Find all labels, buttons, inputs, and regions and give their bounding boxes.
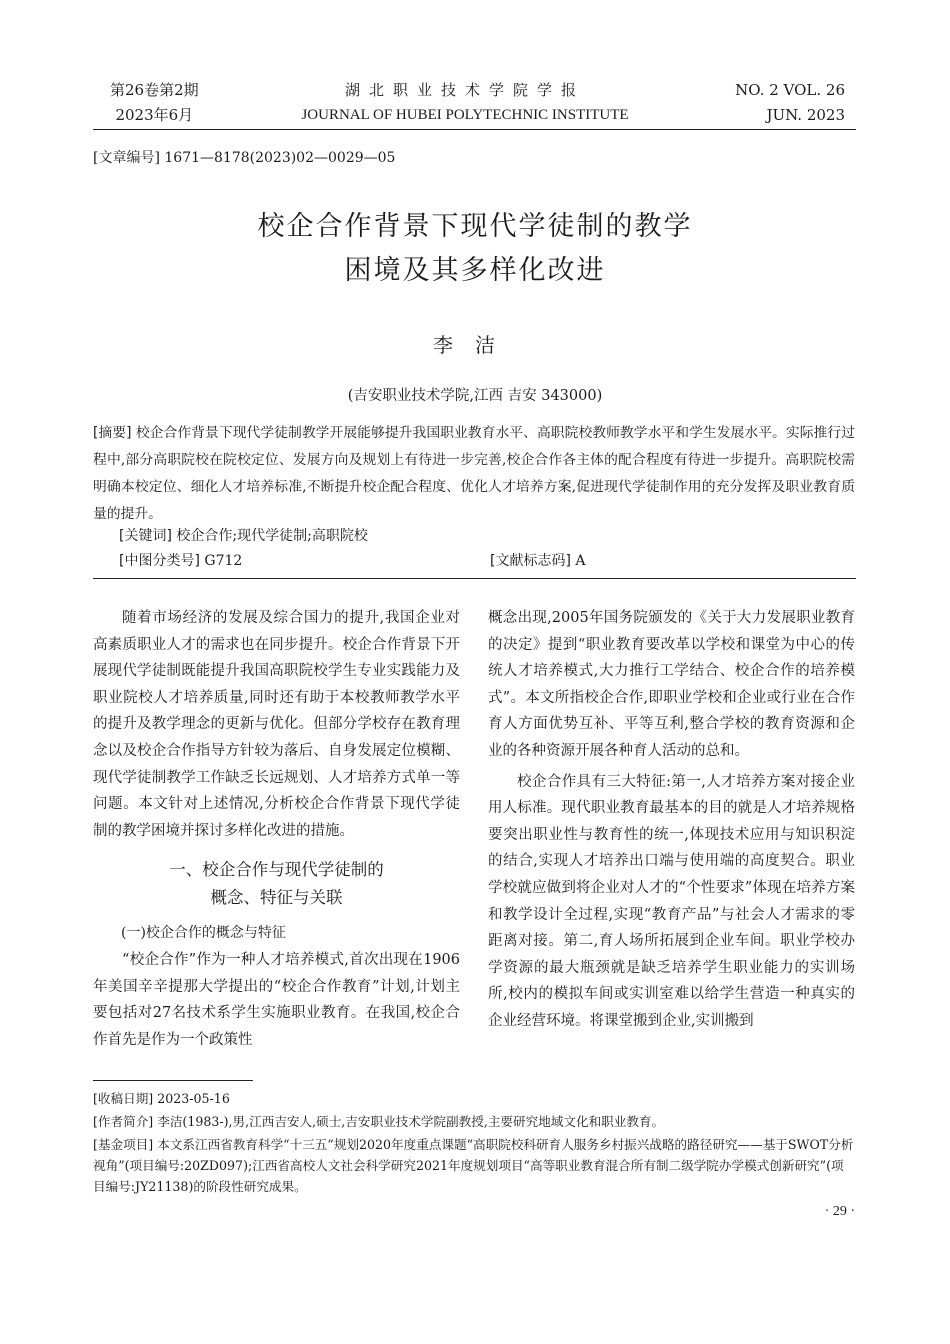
fund-label: [基金项目] — [93, 1137, 154, 1152]
abstract-label: [摘要] — [93, 425, 132, 441]
publication-date-en: JUN. 2023 — [766, 106, 845, 124]
footnote-funding — [93, 1134, 855, 1197]
received-date: 2023-05-16 — [157, 1091, 230, 1106]
body-right-column — [488, 605, 855, 1035]
publication-date-cn: 2023年6月 — [115, 106, 194, 124]
section-heading-line: 一、校企合作与现代学徒制的 — [169, 860, 384, 880]
footnote-author-bio — [93, 1111, 855, 1132]
header-journal-block — [250, 78, 680, 128]
journal-name-en: JOURNAL OF HUBEI POLYTECHNIC INSTITUTE — [301, 107, 629, 123]
author-affiliation: (吉安职业技术学院,江西 吉安 343000) — [347, 388, 603, 404]
classification-label: [中图分类号] — [119, 553, 200, 569]
section-heading-line: 概念、特征与关联 — [210, 888, 343, 908]
abstract-text: 校企合作背景下现代学徒制教学开展能够提升我国职业教育水平、高职院校教师教学水平和学生发展水平。实际推行过程中,部分高职院校在院校定位、发展方向及规划上有待进一步完善,校企合作各主体的配合程度有待进一步提升。高职院校需明确本校定位、细化人才培养标准,不断提升校企配合程度、优化人才培养方案,促进现代学徒制作用的充分发挥及职业教育质量的提升。 — [93, 425, 856, 522]
article-title — [0, 205, 950, 293]
classification — [119, 550, 242, 570]
author-name: 李洁 — [433, 333, 517, 357]
classification-value: G712 — [204, 553, 243, 569]
header-rule — [93, 129, 856, 130]
document-code-label: [文献标志码] — [490, 553, 571, 569]
section-heading-1 — [93, 856, 460, 912]
keywords-label: [关键词] — [119, 528, 172, 544]
document-code — [490, 550, 586, 570]
volume-issue: 第26卷第2期 — [110, 81, 199, 99]
abstract — [93, 420, 855, 528]
body-paragraph: “校企合作”作为一种人才培养模式,首次出现在1906年美国辛辛提那大学提出的“校企合作教育”计划,计划主要包括对27名技术系学生实施职业教育。在我国,校企合作首先是作为一个政策性 — [93, 951, 460, 1048]
keywords — [119, 525, 368, 545]
keywords-text: 校企合作;现代学徒制;高职院校 — [176, 528, 368, 544]
abstract-rule — [93, 578, 856, 579]
issue-en: NO. 2 VOL. 26 — [735, 81, 845, 99]
subsection-heading: (一)校企合作的概念与特征 — [121, 925, 286, 942]
footnote-rule — [93, 1080, 253, 1081]
body-left-column — [93, 605, 460, 1053]
document-code-value: A — [575, 553, 586, 569]
bio-text: 李洁(1983-),男,江西吉安人,硕士,吉安职业技术学院副教授,主要研究地域文化和职业教育。 — [157, 1114, 665, 1129]
body-paragraph: 校企合作具有三大特征:第一,人才培养方案对接企业用人标准。现代职业教育最基本的目的就是人才培养规格要突出职业性与教育性的统一,体现技术应用与知识积淀的结合,实现人才培养出口端与使用端的高度契合。职业学校就应做到将企业对人才的“个性要求”体现在培养方案和教学设计全过程,实现“教育产品”与社会人才需求的零距离对接。第二,育人场所拓展到企业车间。职业学校办学资源的最大瓶颈就是缺乏培养学生职业能力的实训场所,校内的模拟车间或实训室难以给学生营造一种真实的企业经营环境。将课堂搬到企业,实训搬到 — [488, 773, 855, 1029]
body-paragraph: 概念出现,2005年国务院颁发的《关于大力发展职业教育的决定》提到“职业教育要改革以学校和课堂为中心的传统人才培养模式,大力推行工学结合、校企合作的培养模式”。本文所指校企合作,即职业学校和企业或行业在合作育人方面优势互补、平等互利,整合学校的教育资源和企业的各种资源开展各种育人活动的总和。 — [488, 610, 855, 759]
title-line-1: 校企合作背景下现代学徒制的教学 — [257, 211, 693, 242]
header-issue-block — [720, 78, 845, 128]
article-number: [文章编号] 1671—8178(2023)02—0029—05 — [93, 150, 396, 166]
received-label: [收稿日期] — [93, 1091, 154, 1106]
page-number: · 29 · — [824, 1204, 855, 1219]
footnote-received — [93, 1088, 855, 1109]
title-line-2: 困境及其多样化改进 — [344, 255, 606, 286]
fund-text: 本文系江西省教育科学“十三五”规划2020年度重点课题“高职院校科研育人服务乡村振兴战略的路径研究——基于SWOT分析视角”(项目编号:20ZD097);江西省高校人文社会科学研究2021年度规划项目“高等职业教育混合所有制二级学院办学模式创新研究”(项目编号:JY21138)的阶段性研究成果。 — [93, 1137, 854, 1194]
bio-label: [作者简介] — [93, 1114, 154, 1129]
header-volume-block — [110, 78, 199, 128]
body-paragraph: 随着市场经济的发展及综合国力的提升,我国企业对高素质职业人才的需求也在同步提升。校企合作背景下开展现代学徒制既能提升我国高职院校学生专业实践能力及职业院校人才培养质量,同时还有助于本校教师教学水平的提升及教学理念的更新与优化。但部分学校存在教育理念以及校企合作指导方针较为落后、自身发展定位模糊、现代学徒制教学工作缺乏长远规划、人才培养方式单一等问题。本文针对上述情况,分析校企合作背景下现代学徒制的教学困境并探讨多样化改进的措施。 — [93, 610, 460, 839]
journal-name-cn: 湖北职业技术学院学报 — [344, 81, 585, 99]
